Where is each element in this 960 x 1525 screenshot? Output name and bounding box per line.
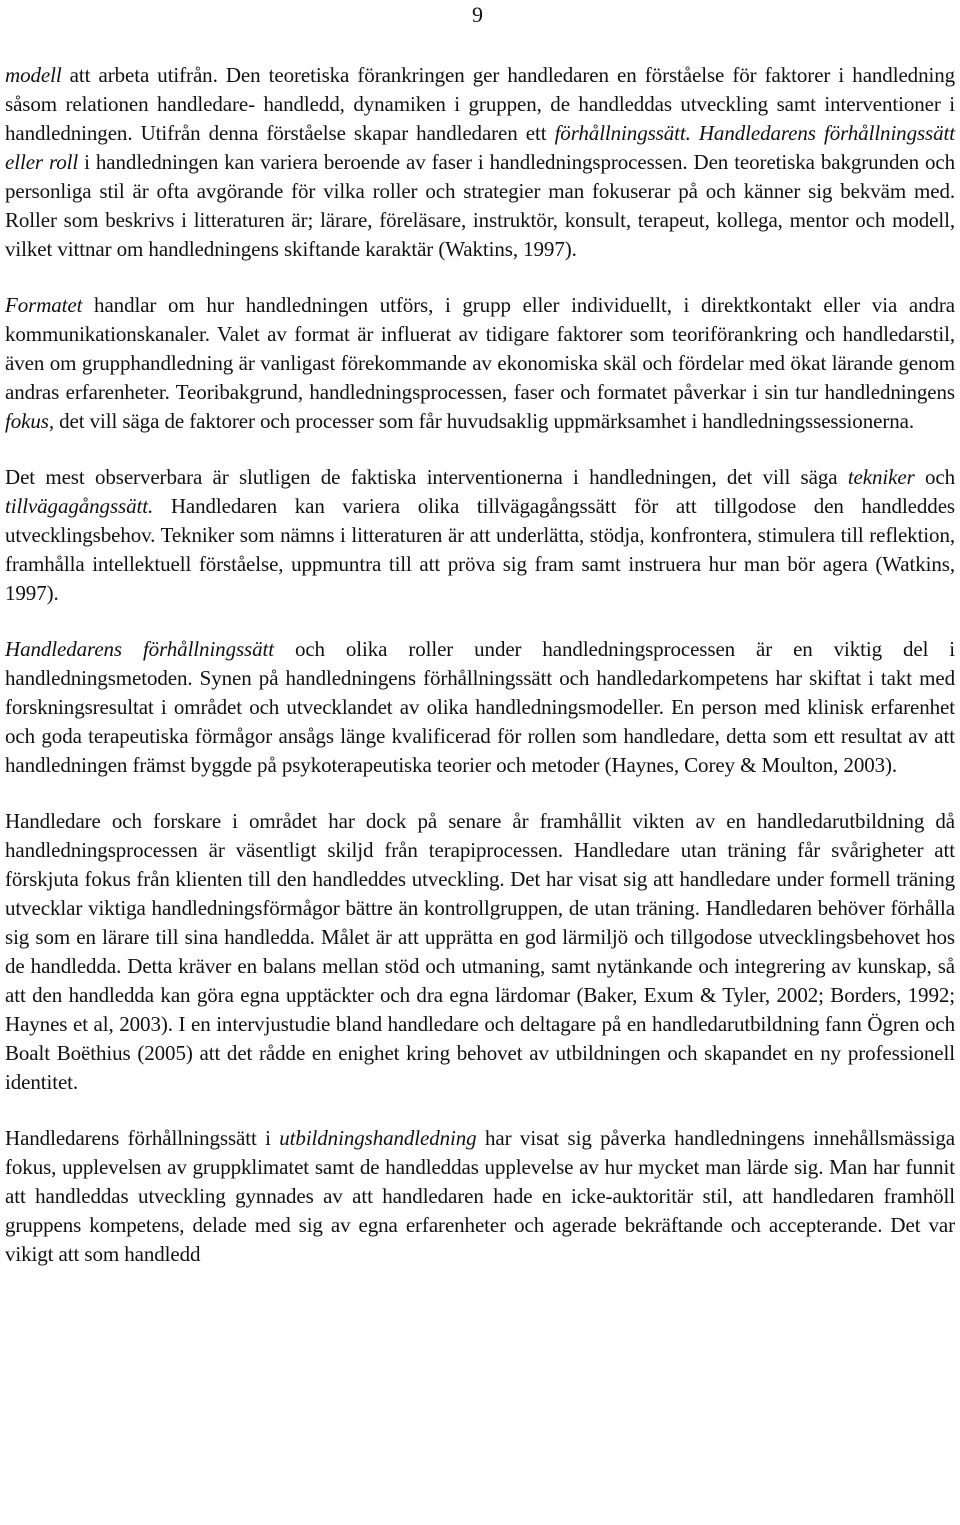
paragraph-3 xyxy=(5,463,955,608)
italic-term: Handledarens förhållningssätt xyxy=(5,637,274,661)
text-segment: att arbeta utifrån. Den teoretiska förankringen ger handledaren en förståelse för faktorer i handledning såsom relationen handledare- handledd, dynamiken i gruppen, de handleddas utveckling samt interventioner i handledningen. Utifrån denna förståelse skapar handledaren ett xyxy=(5,63,955,145)
text-segment: i handledningen kan variera beroende av faser i handledningsprocessen. Den teoretiska bakgrunden och personliga stil är ofta avgörande för vilka roller och strategier man fokuserar på och känner sig bekväm med. Roller som beskrivs i litteraturen är; lärare, föreläsare, instruktör, konsult, terapeut, kollega, mentor och modell, vilket vittnar om handledningens skiftande karaktär (Waktins, 1997). xyxy=(5,150,955,261)
text-segment: Handledaren kan variera olika tillvägagångssätt för att tillgodose den handleddes utvecklingsbehov. Tekniker som nämns i litteraturen är att underlätta, stödja, konfrontera, stimulera till reflektion, framhålla intellektuell förståelse, uppmuntra till att pröva sig fram samt instruera hur man bör agera (Watkins, 1997). xyxy=(5,494,955,605)
paragraph-5 xyxy=(5,807,955,1097)
italic-term: tekniker xyxy=(847,465,915,489)
text-segment: har visat sig påverka handledningens innehållsmässiga fokus, upplevelsen av gruppklimatet samt de handleddas upplevelse av hur mycket man lärde sig. Man har funnit att handleddas utveckling gynnades av att handledaren hade en icke-auktoritär stil, att handledaren framhöll gruppens kompetens, delade med sig av egna erfarenheter och agerade bekräftande och accepterande. Det var vikigt att som handledd xyxy=(5,1126,955,1266)
text-segment: och xyxy=(914,465,955,489)
text-segment: det vill säga de faktorer och processer som får huvudsaklig uppmärksamhet i handledningssessionerna. xyxy=(53,409,914,433)
italic-term: utbildningshandledning xyxy=(279,1126,477,1150)
italic-term: Handledarens förhållningssätt eller roll xyxy=(5,121,955,174)
italic-term: fokus, xyxy=(5,409,54,433)
text-segment: och olika roller under handledningsprocessen är en viktig del i handledningsmetoden. Synen på handledningens förhållningssätt och handledarkompetens har skiftat i takt med forskningsresultat i området och utvecklandet av olika handledningsmodeller. En person med klinisk erfarenhet och goda terapeutiska förmågor ansågs länge kvalificerad för rollen som handledare, detta som ett resultat av att handledningen främst byggde på psykoterapeutiska teorier och metoder (Haynes, Corey & Moulton, 2003). xyxy=(5,637,955,777)
text-segment: handlar om hur handledningen utförs, i grupp eller individuellt, i direktkontakt eller via andra kommunikationskanaler. Valet av format är influerat av tidigare faktorer som teoriförankring och handledarstil, även om grupphandledning är vanligast förekommande av ekonomiska skäl och fördelar med ökat lärande genom andras erfarenheter. Teoribakgrund, handledningsprocessen, faser och formatet påverkar i sin tur handledningens xyxy=(5,293,955,404)
italic-term: modell xyxy=(5,63,62,87)
page-number: 9 xyxy=(472,2,483,27)
text-segment: Handledare och forskare i området har dock på senare år framhållit vikten av en handledarutbildning då handledningsprocessen är väsentligt skiljd från terapiprocessen. Handledare utan träning får svårigheter att förskjuta fokus från klienten till den handleddes utveckling. Det har visat sig att handledare under formell träning utvecklar viktiga handledningsförmågor bättre än kontrollgruppen, de utan träning. Handledaren behöver förhålla sig som en lärare till sina handledda. Målet är att upprätta en god lärmiljö och tillgodose utvecklingsbehovet hos de handledda. Detta kräver en balans mellan stöd och utmaning, samt nytänkande och integrering av kunskap, så att den handledda kan göra egna upptäckter och dra egna lärdomar (Baker, Exum & Tyler, 2002; Borders, 1992; Haynes et al, 2003). I en intervjustudie bland handledare och deltagare på en handledarutbildning fann Ögren och Boalt Boëthius (2005) att det rådde en enighet kring behovet av utbildningen och skapandet en ny professionell identitet. xyxy=(5,809,955,1094)
document-body xyxy=(5,61,955,1269)
text-segment: Handledarens förhållningssätt i xyxy=(5,1126,280,1150)
paragraph-4 xyxy=(5,635,955,780)
italic-term: Formatet xyxy=(5,293,83,317)
italic-term: förhållningssätt. xyxy=(554,121,691,145)
text-segment: Det mest observerbara är slutligen de faktiska interventionerna i handledningen, det vill säga xyxy=(5,465,848,489)
paragraph-1 xyxy=(5,61,955,264)
paragraph-6 xyxy=(5,1124,955,1269)
italic-term: tillvägagångssätt. xyxy=(5,494,154,518)
text-segment xyxy=(691,121,699,145)
paragraph-2 xyxy=(5,291,955,436)
